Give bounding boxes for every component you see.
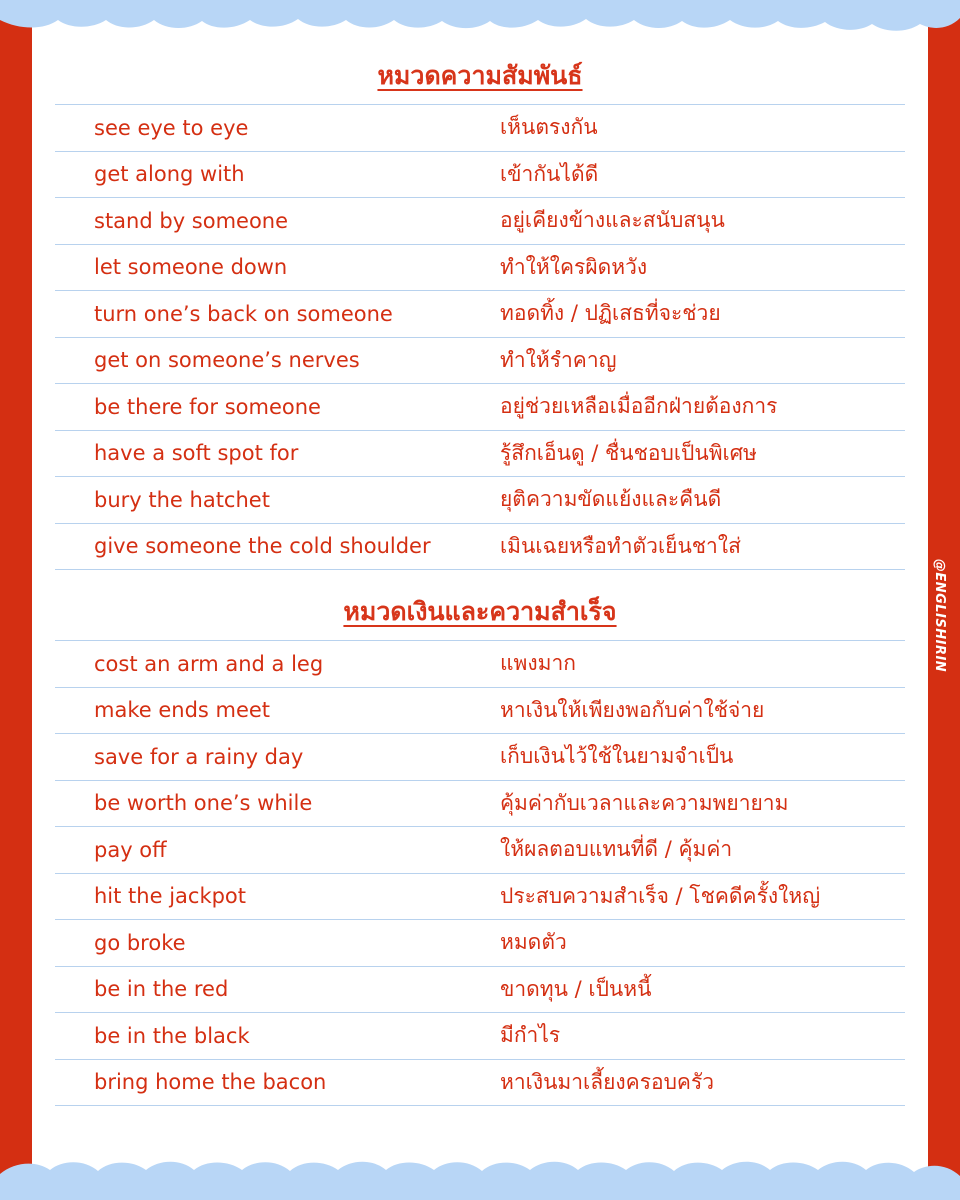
idiom-thai: อยู่ช่วยเหลือเมื่ออีกฝ่ายต้องการ bbox=[500, 394, 778, 419]
section-gap bbox=[55, 570, 905, 584]
idiom-thai: ทอดทิ้ง / ปฏิเสธที่จะช่วย bbox=[500, 301, 721, 326]
section-title-relationships: หมวดความสัมพันธ์ bbox=[377, 61, 583, 90]
idiom-english: be worth one’s while bbox=[94, 791, 313, 816]
idiom-thai: เข้ากันได้ดี bbox=[500, 161, 599, 186]
table-row bbox=[55, 338, 905, 385]
idiom-thai: แพงมาก bbox=[500, 651, 576, 676]
table-row bbox=[55, 384, 905, 431]
idiom-thai: เมินเฉยหรือทำตัวเย็นชาใส่ bbox=[500, 533, 741, 558]
idiom-english: see eye to eye bbox=[94, 115, 249, 140]
idiom-thai: คุ้มค่ากับเวลาและความพยายาม bbox=[500, 790, 789, 815]
table-row bbox=[55, 291, 905, 338]
relationship-idiom-table bbox=[55, 104, 905, 570]
table-row bbox=[55, 1013, 905, 1060]
table-row bbox=[55, 198, 905, 245]
table-row bbox=[55, 641, 905, 688]
table-row bbox=[55, 524, 905, 571]
idiom-english: hit the jackpot bbox=[94, 884, 247, 909]
left-red-border bbox=[0, 0, 32, 1200]
idiom-english: pay off bbox=[94, 837, 167, 862]
table-row bbox=[55, 781, 905, 828]
idiom-thai: รู้สึกเอ็นดู / ชื่นชอบเป็นพิเศษ bbox=[500, 440, 757, 465]
idiom-english: make ends meet bbox=[94, 698, 271, 723]
idiom-thai: หาเงินให้เพียงพอกับค่าใช้จ่าย bbox=[500, 697, 765, 722]
idiom-english: give someone the cold shoulder bbox=[94, 534, 431, 559]
watermark-handle bbox=[930, 540, 950, 690]
idiom-thai: ยุติความขัดแย้งและคืนดี bbox=[500, 487, 722, 512]
idiom-english: bring home the bacon bbox=[94, 1070, 327, 1095]
section-title-money-success: หมวดเงินและความสำเร็จ bbox=[343, 597, 617, 626]
top-cloud-border bbox=[0, 0, 960, 34]
idiom-english: be there for someone bbox=[94, 394, 321, 419]
idiom-thai: ประสบความสำเร็จ / โชคดีครั้งใหญ่ bbox=[500, 883, 821, 908]
idiom-english: cost an arm and a leg bbox=[94, 651, 324, 676]
idiom-thai: มีกำไร bbox=[500, 1023, 561, 1048]
idiom-english: get along with bbox=[94, 162, 245, 187]
table-row bbox=[55, 431, 905, 478]
vocabulary-content bbox=[55, 48, 905, 1106]
idiom-english: get on someone’s nerves bbox=[94, 348, 360, 373]
table-row bbox=[55, 874, 905, 921]
idiom-thai: เห็นตรงกัน bbox=[500, 115, 598, 140]
table-row bbox=[55, 920, 905, 967]
idiom-thai: ให้ผลตอบแทนที่ดี / คุ้มค่า bbox=[500, 837, 733, 862]
idiom-thai: เก็บเงินไว้ใช้ในยามจำเป็น bbox=[500, 744, 734, 769]
table-row bbox=[55, 245, 905, 292]
idiom-english: turn one’s back on someone bbox=[94, 301, 393, 326]
idiom-english: let someone down bbox=[94, 255, 288, 280]
idiom-english: go broke bbox=[94, 930, 186, 955]
idiom-english: be in the red bbox=[94, 977, 229, 1002]
money-idiom-table bbox=[55, 640, 905, 1106]
handle-text: @ENGLISHIRIN bbox=[932, 558, 948, 672]
bottom-cloud-border bbox=[0, 1154, 960, 1200]
idiom-thai: หาเงินมาเลี้ยงครอบครัว bbox=[500, 1069, 715, 1094]
table-row bbox=[55, 152, 905, 199]
table-row bbox=[55, 477, 905, 524]
idiom-thai: ขาดทุน / เป็นหนี้ bbox=[500, 976, 652, 1001]
table-row bbox=[55, 688, 905, 735]
idiom-thai: หมดตัว bbox=[500, 930, 567, 955]
table-row bbox=[55, 967, 905, 1014]
idiom-english: save for a rainy day bbox=[94, 744, 304, 769]
table-row bbox=[55, 1060, 905, 1107]
idiom-english: have a soft spot for bbox=[94, 441, 299, 466]
table-row bbox=[55, 734, 905, 781]
idiom-thai: ทำให้ใครผิดหวัง bbox=[500, 254, 648, 279]
table-row bbox=[55, 827, 905, 874]
table-row bbox=[55, 105, 905, 152]
idiom-english: stand by someone bbox=[94, 208, 289, 233]
idiom-thai: ทำให้รำคาญ bbox=[500, 347, 617, 372]
idiom-english: be in the black bbox=[94, 1023, 250, 1048]
idiom-english: bury the hatchet bbox=[94, 487, 270, 512]
idiom-thai: อยู่เคียงข้างและสนับสนุน bbox=[500, 208, 725, 233]
